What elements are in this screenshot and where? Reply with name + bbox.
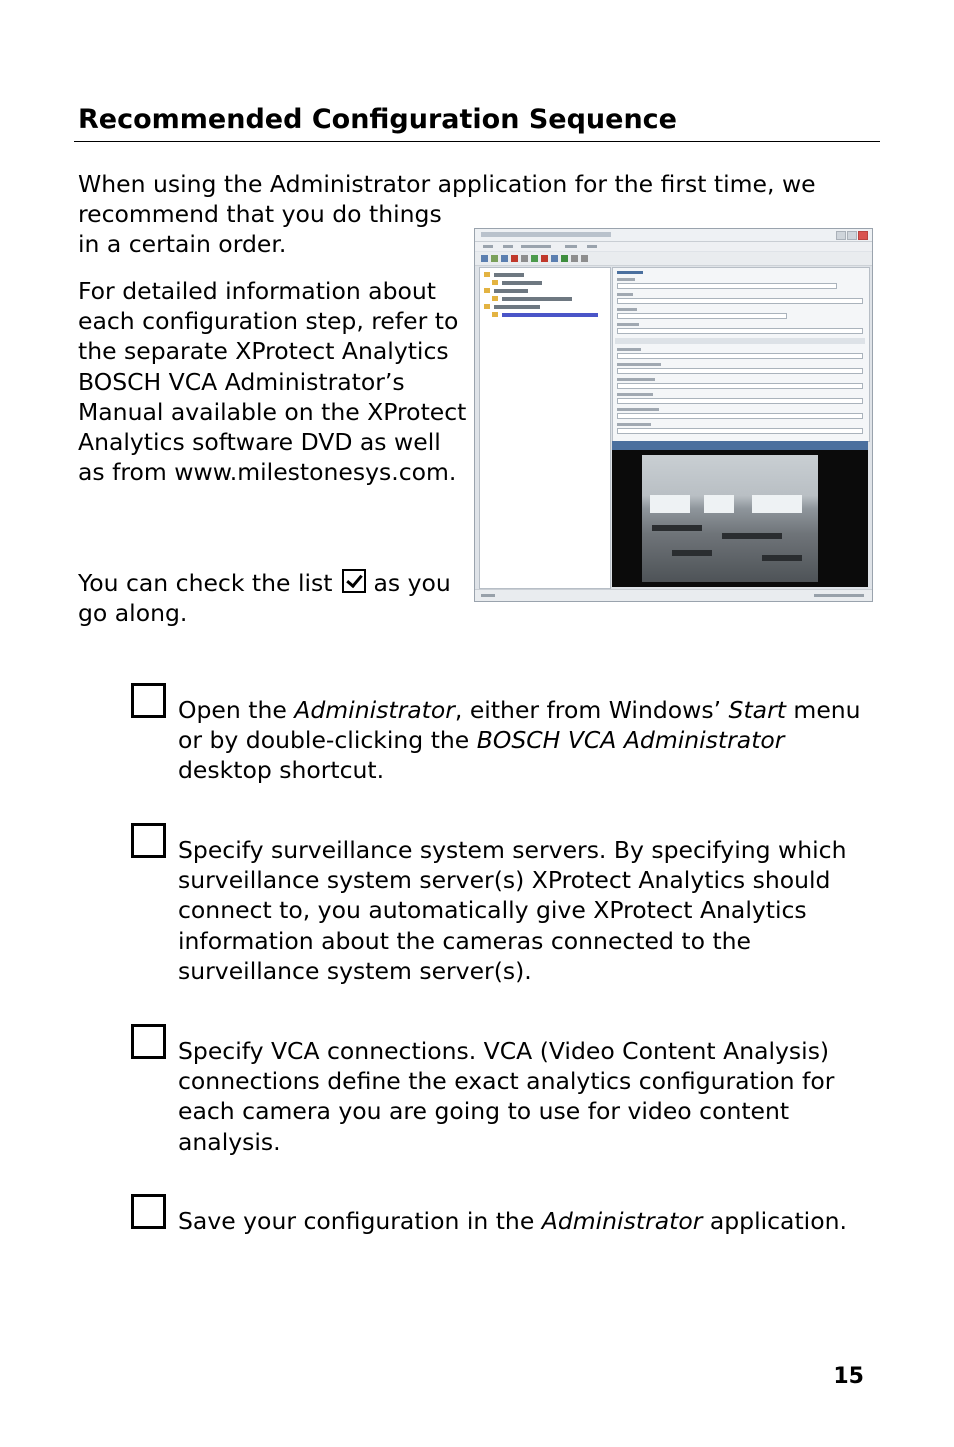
administrator-screenshot <box>474 228 873 602</box>
video-panel-header <box>612 441 868 450</box>
italic-term: Administrator <box>294 696 455 724</box>
empty-checkbox-icon <box>131 683 166 718</box>
window-menubar <box>475 242 872 251</box>
italic-term: Start <box>728 696 786 724</box>
text-run: application. <box>702 1207 847 1235</box>
page-title: Recommended Configuration Sequence <box>78 104 677 135</box>
italic-term: Administrator <box>541 1207 703 1235</box>
text-run: Open the <box>178 696 295 724</box>
manual-reference-paragraph: For detailed information about each configuration step, refer to the separate XProtect Analytics BOSCH VCA Administrator’s Manual available on the XProtect Analytics software DVD as well as from www.milestonesys.com. <box>78 277 467 487</box>
checklist-item-text <box>178 835 878 986</box>
window-statusbar <box>475 589 872 602</box>
text-run: Save your configuration in the <box>178 1207 542 1235</box>
text-run: Specify surveillance system servers. By specifying which surveillance system server(s) XProtect Analytics should connect to, you automatically give XProtect Analytics information about the cameras connected to the surveillance system server(s). <box>178 836 847 985</box>
window-toolbar <box>475 252 872 266</box>
text-run: , either from Windows’ <box>454 696 729 724</box>
checklist-item-text <box>178 1036 878 1157</box>
checklist-hint-before: You can check the list <box>78 569 333 597</box>
text-run: Specify VCA connections. VCA (Video Content Analysis) connections define the exact analytics configuration for each camera you are going to use for video content analysis. <box>178 1037 835 1156</box>
checklist-hint-after: as you go along. <box>78 569 451 628</box>
checked-box-icon <box>342 569 366 593</box>
text-run: menu or by double-clicking the <box>178 696 861 755</box>
configuration-tree <box>479 267 611 589</box>
text-run: desktop shortcut. <box>178 756 385 785</box>
empty-checkbox-icon <box>131 823 166 858</box>
intro-continuation: recommend that you do things in a certain order. <box>78 200 442 259</box>
checklist-item-text <box>178 1206 878 1236</box>
properties-panel <box>612 267 870 442</box>
title-rule <box>74 141 880 142</box>
empty-checkbox-icon <box>131 1024 166 1059</box>
checklist-item-text <box>178 695 878 786</box>
page-number: 15 <box>833 1364 864 1389</box>
camera-video-preview <box>612 450 868 587</box>
window-titlebar <box>475 229 872 242</box>
italic-term: BOSCH VCA Administrator <box>476 726 785 755</box>
empty-checkbox-icon <box>131 1194 166 1229</box>
intro-line: When using the Administrator application for the first time, we <box>78 170 816 198</box>
checklist-hint-paragraph <box>78 568 468 628</box>
